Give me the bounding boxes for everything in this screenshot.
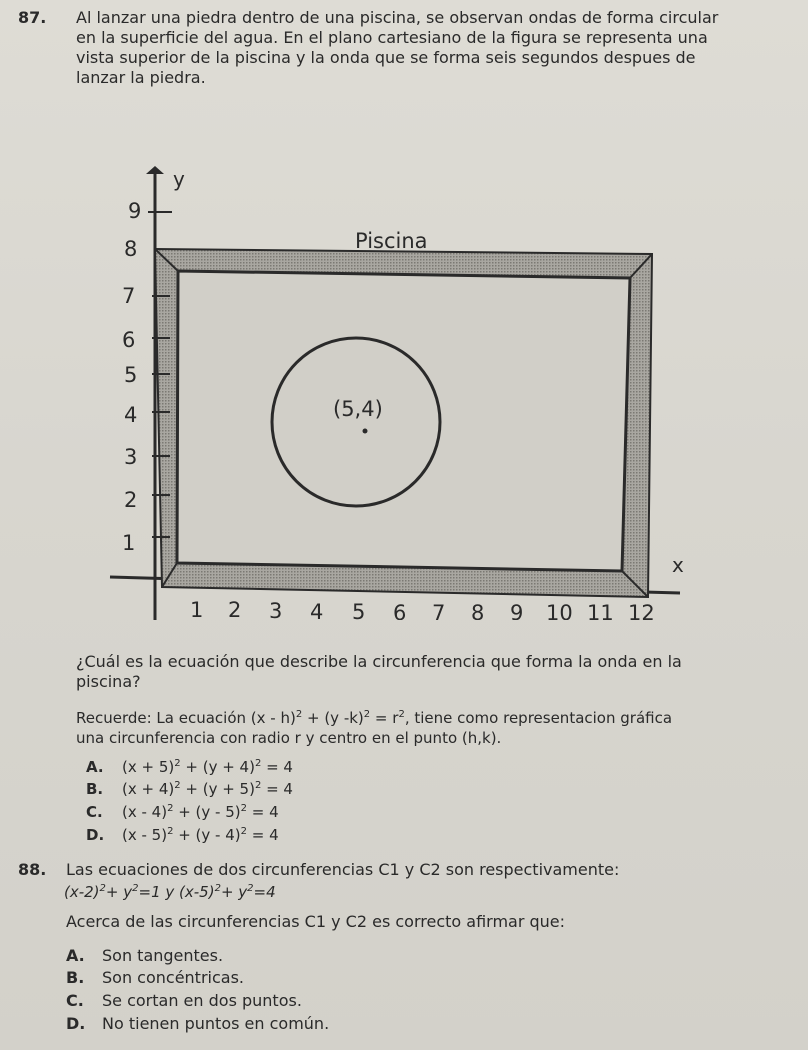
option-a[interactable]: A. $(x + 5)^2 + (y + 4)^2 = 4$ <box>86 758 293 776</box>
x-axis-label: x <box>672 553 684 577</box>
option-text: Se cortan en dos puntos. <box>102 991 302 1010</box>
option-part: + (y + 4) <box>180 758 255 776</box>
question-87-number: 87. <box>18 8 47 27</box>
pool <box>155 249 652 597</box>
prompt-line: ¿Cuál es la ecuación que describe la circunferencia que forma la onda en la <box>76 652 682 671</box>
pool-water <box>177 271 630 571</box>
x-tick-label: 7 <box>432 601 446 620</box>
question-87-statement <box>76 8 796 88</box>
option-88-a[interactable] <box>66 946 223 965</box>
remember-line-1 <box>76 708 796 728</box>
eq-part: (x-2) <box>64 883 100 901</box>
question-88-prompt: Acerca de las circunferencias C1 y C2 es correcto afirmar que: <box>66 912 566 931</box>
eq-part: =1 y (x-5) <box>138 883 215 901</box>
question-88-number: 88. <box>18 860 47 879</box>
question-88-equations: $(x-2)^2+ y^2=1$ y $(x-5)^2+ y^2=4$ <box>64 883 276 901</box>
x-tick-label: 2 <box>228 598 242 620</box>
option-letter: A. <box>86 758 104 776</box>
y-tick-label: 5 <box>124 363 138 387</box>
pool-label: Piscina <box>355 229 428 253</box>
y-tick-label: 7 <box>122 284 136 308</box>
option-letter: D. <box>86 826 105 844</box>
y-tick-label: 9 <box>128 199 142 223</box>
statement-line: Al lanzar una piedra dentro de una piscina, se observan ondas de forma circular <box>76 8 719 27</box>
x-ticks <box>190 598 655 620</box>
remember-line-2: una circunferencia con radio r y centro en el punto (h,k). <box>76 729 502 747</box>
y-tick-label: 2 <box>124 488 138 512</box>
option-part: = 4 <box>247 826 279 844</box>
x-tick-label: 12 <box>628 601 655 620</box>
remember-suffix: , tiene como representacion gráfica <box>404 709 673 727</box>
option-letter: C. <box>66 991 84 1010</box>
option-text: Son concéntricas. <box>102 968 244 987</box>
pool-figure <box>0 160 808 620</box>
x-tick-label: 8 <box>471 601 485 620</box>
option-88-b[interactable] <box>66 968 244 987</box>
option-part: + (y - 5) <box>173 803 241 821</box>
remember-prefix: Recuerde: La ecuación <box>76 709 251 727</box>
question-88-statement: Las ecuaciones de dos circunferencias C1 y C2 son respectivamente: <box>66 860 620 879</box>
statement-line: lanzar la piedra. <box>76 68 206 87</box>
option-letter: C. <box>86 803 103 821</box>
option-88-d[interactable] <box>66 1014 329 1033</box>
option-text: Son tangentes. <box>102 946 224 965</box>
x-tick-label: 10 <box>546 601 573 620</box>
x-tick-label: 3 <box>269 599 283 620</box>
option-text: No tienen puntos en común. <box>102 1014 330 1033</box>
y-tick-label: 8 <box>124 237 138 261</box>
option-part: + (y + 5) <box>180 780 255 798</box>
option-part: = 4 <box>261 758 293 776</box>
option-letter: B. <box>86 780 104 798</box>
circle-center-label: (5,4) <box>333 397 383 421</box>
x-tick-label: 6 <box>393 601 407 620</box>
y-tick-label: 1 <box>122 531 136 555</box>
circle-center-point <box>363 429 368 434</box>
statement-line: en la superficie del agua. En el plano cartesiano de la figura se representa una <box>76 28 708 47</box>
x-tick-label: 4 <box>310 600 324 620</box>
y-tick-label: 4 <box>124 403 138 427</box>
option-part: + (y - 4) <box>173 826 241 844</box>
y-tick-label: 3 <box>124 445 138 469</box>
option-part: (x - 4) <box>122 803 168 821</box>
formula: (x - h)$^2$ + (y $-k)^2 = r^2$ <box>250 709 405 727</box>
x-tick-label: 5 <box>352 600 366 620</box>
question-87-prompt <box>76 652 796 692</box>
option-c[interactable]: C. (x - 4)$^2$ + (y - 5)$^2$ = 4 <box>86 803 279 821</box>
prompt-line: piscina? <box>76 672 141 691</box>
eq-part: + y <box>220 883 248 901</box>
y-tick-label: 6 <box>122 328 136 352</box>
option-b[interactable]: B. $(x + 4)^2 + (y + 5)^2 = 4$ <box>86 780 293 798</box>
remember-note <box>76 708 796 748</box>
statement-line: vista superior de la piscina y la onda que se forma seis segundos despues de <box>76 48 696 67</box>
x-tick-label: 1 <box>190 598 204 620</box>
option-part: = 4 <box>247 803 279 821</box>
option-88-c[interactable] <box>66 991 302 1010</box>
x-tick-label: 11 <box>587 601 614 620</box>
eq-part: + y <box>105 883 133 901</box>
option-part: (x + 4) <box>122 780 175 798</box>
x-tick-label: 9 <box>510 601 524 620</box>
option-letter: D. <box>66 1014 86 1033</box>
y-axis-arrow <box>146 166 164 174</box>
y-axis-label: y <box>173 167 185 191</box>
option-part: = 4 <box>261 780 293 798</box>
option-letter: B. <box>66 968 85 987</box>
option-part: (x - 5) <box>122 826 168 844</box>
option-letter: A. <box>66 946 85 965</box>
option-d[interactable]: D. (x - 5)$^2$ + (y - 4)$^2$ = 4 <box>86 826 279 844</box>
option-part: (x + 5) <box>122 758 175 776</box>
eq-part: =4 <box>253 883 276 901</box>
